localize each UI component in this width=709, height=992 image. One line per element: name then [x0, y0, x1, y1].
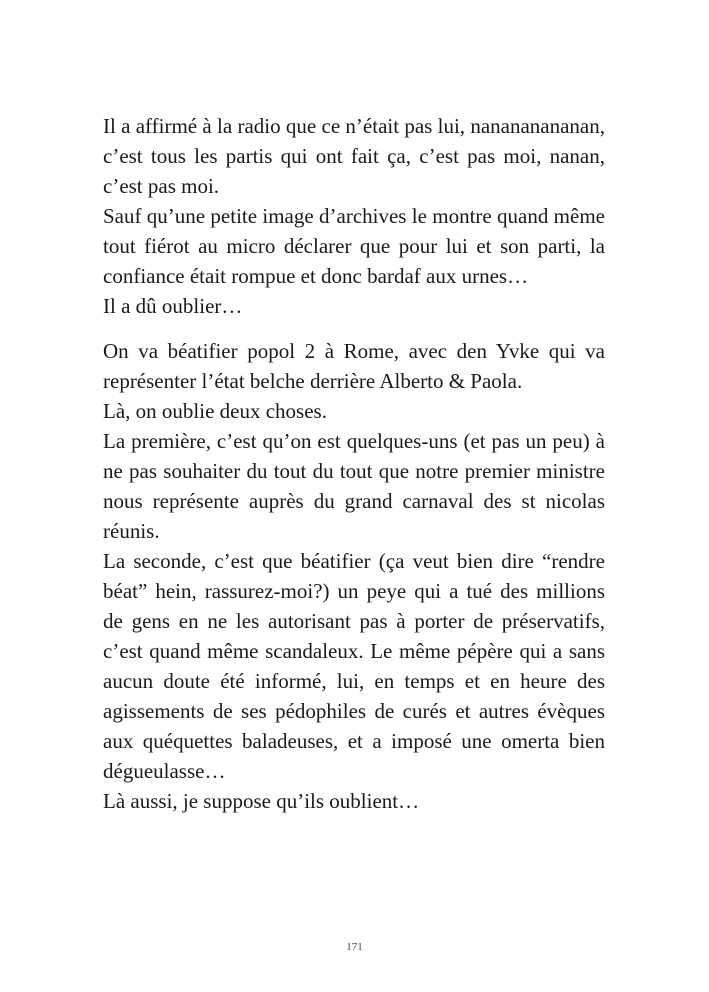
paragraph: Là aussi, je suppose qu’ils oublient… — [103, 789, 420, 813]
page-body — [103, 111, 605, 816]
paragraph: La seconde, c’est que béatifier (ça veut bien dire “rendre béat” hein, rassurez-moi?) un peye qui a tué des millions de gens en ne les autorisant pas à porter de préservatifs, c’est quand même scandaleux. Le même pépère qui a sans aucun doute été informé, lui, en temps et en heure des agissements de ses pédophiles de curés et autres évèques aux quéquettes baladeuses, et a imposé une omerta bien dégueulasse… — [103, 549, 605, 783]
section-break — [103, 321, 605, 336]
paragraph: Il a dû oublier… — [103, 294, 243, 318]
paragraph: On va béatifier popol 2 à Rome, avec den Yvke qui va représenter l’état belche derrière Alberto & Paola. — [103, 339, 605, 393]
paragraph: Sauf qu’une petite image d’archives le montre quand même tout fiérot au micro déclarer que pour lui et son parti, la confiance était rompue et donc bardaf aux urnes… — [103, 204, 605, 288]
paragraph: Là, on oublie deux choses. — [103, 399, 327, 423]
page-number: 171 — [346, 941, 363, 953]
paragraph: Il a affirmé à la radio que ce n’était pas lui, nanananananan, c’est tous les partis qui ont fait ça, c’est pas moi, nanan, c’est pas moi. — [103, 114, 605, 198]
paragraph: La première, c’est qu’on est quelques-uns (et pas un peu) à ne pas souhaiter du tout du tout que notre premier ministre nous représente auprès du grand carnaval des st nicolas réunis. — [103, 429, 605, 543]
